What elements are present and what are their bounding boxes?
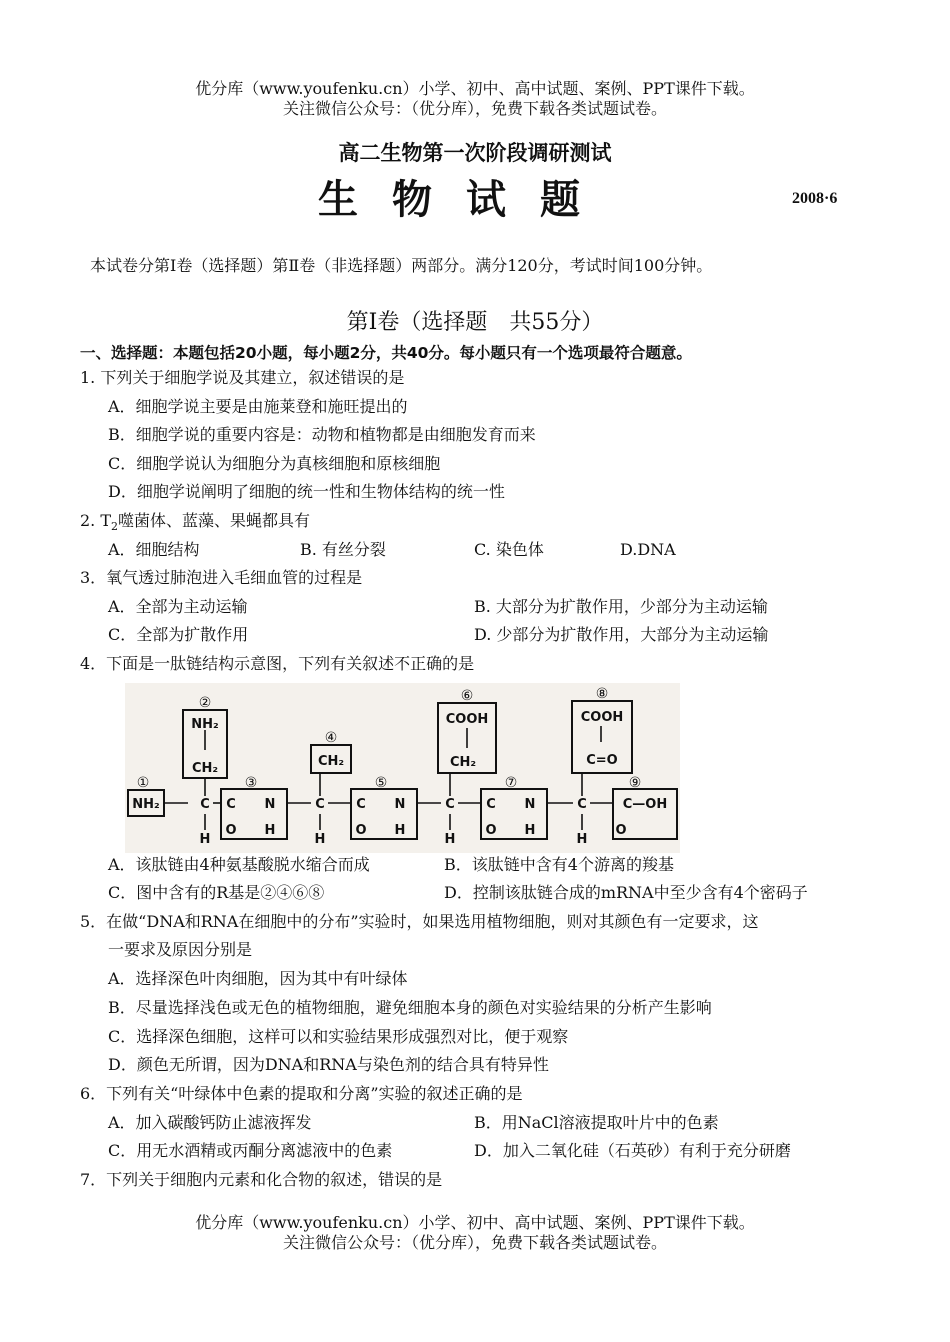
carboxyl-o: O [615,823,627,838]
label-9: ⑨ [628,775,642,791]
question-4-option-c: C．图中含有的R基是②④⑥⑧ [108,883,325,902]
question-5-option-a: A．选择深色叶肉细胞，因为其中有叶绿体 [108,969,408,988]
footer-line-1: 优分库（www.youfenku.cn）小学、初中、高中试题、案例、PPT课件下载。 [195,1213,755,1232]
amide-h-1: H [264,823,276,838]
cooh-r6: COOH [445,712,489,727]
alpha-h-4: H [576,832,588,847]
subject-title: 生物试题 [318,177,614,223]
question-6-option-b: B．用NaCl溶液提取叶片中的色素 [474,1113,719,1132]
alpha-carbon-1: C [200,797,210,812]
carbonyl-c-2: C [356,797,366,812]
label-6: ⑥ [460,688,474,704]
exam-intro: 本试卷分第Ⅰ卷（选择题）第Ⅱ卷（非选择题）两部分。满分120分，考试时间100分钟。 [90,256,713,275]
label-4: ④ [324,730,338,746]
question-5-option-b: B．尽量选择浅色或无色的植物细胞，避免细胞本身的颜色对实验结果的分析产生影响 [108,998,712,1017]
alpha-carbon-3: C [445,797,455,812]
alpha-carbon-2: C [315,797,325,812]
ch2-r2: CH₂ [191,761,219,776]
question-4-option-d: D．控制该肽链合成的mRNA中至少含有4个密码子 [444,883,808,902]
carboxyl-terminal: C—OH [622,797,668,812]
carbonyl-c-1: C [226,797,236,812]
amide-h-3: H [524,823,536,838]
label-5: ⑤ [374,775,388,791]
c-double-o-r8: C=O [586,753,618,768]
question-2-option-a: A．细胞结构 [108,540,200,559]
alpha-h-1: H [199,832,211,847]
question-3-option-a: A．全部为主动运输 [108,597,248,616]
question-2-stem: 2. $T_2$噬菌体、蓝藻、果蝇都具有 [80,511,311,534]
question-2-option-b: B. 有丝分裂 [300,540,386,559]
carbonyl-o-2: O [355,823,367,838]
label-8: ⑧ [595,686,609,702]
question-1-stem: 1. 下列关于细胞学说及其建立，叙述错误的是 [80,368,405,387]
amide-n-3: N [524,797,536,812]
question-2-option-c: C. 染色体 [474,540,544,559]
question-6-option-a: A．加入碳酸钙防止滤液挥发 [108,1113,312,1132]
question-5-option-c: C．选择深色细胞，这样可以和实验结果形成强烈对比，便于观察 [108,1027,569,1046]
alpha-h-3: H [444,832,456,847]
question-5-stem-line-2: 一要求及原因分别是 [108,940,253,959]
question-5-option-d: D．颜色无所谓，因为DNA和RNA与染色剂的结合具有特异性 [108,1055,549,1074]
question-6-option-d: D．加入二氧化硅（石英砂）有利于充分研磨 [474,1141,791,1160]
question-4-stem: 4．下面是一肽链结构示意图，下列有关叙述不正确的是 [80,654,475,673]
amide-n-1: N [264,797,276,812]
part-one-heading: 第Ⅰ卷（选择题 共55分） [346,310,604,335]
question-3-option-d: D. 少部分为扩散作用，大部分为主动运输 [474,625,769,644]
nh2-r2: NH₂ [191,717,219,732]
alpha-carbon-4: C [577,797,587,812]
header-line-1: 优分库（www.youfenku.cn）小学、初中、高中试题、案例、PPT课件下载。 [195,79,755,98]
question-5-stem-line-1: 5．在做“DNA和RNA在细胞中的分布”实验时，如果选用植物细胞，则对其颜色有一定要求，这 [80,912,759,931]
carbonyl-o-1: O [225,823,237,838]
question-1-option-a: A．细胞学说主要是由施莱登和施旺提出的 [108,397,408,416]
header-line-2: 关注微信公众号：（优分库），免费下载各类试题试卷。 [282,99,667,118]
label-7: ⑦ [504,775,518,791]
question-3-option-b: B. 大部分为扩散作用，少部分为主动运输 [474,597,768,616]
exam-title: 高二生物第一次阶段调研测试 [338,141,612,165]
question-4-option-a: A．该肽链由4种氨基酸脱水缩合而成 [108,855,370,874]
label-1: ① [136,775,150,791]
question-4-option-b: B．该肽链中含有4个游离的羧基 [444,855,674,874]
label-3: ③ [244,775,258,791]
exam-date: 2008·6 [792,190,838,207]
ch2-r6: CH₂ [449,755,477,770]
question-3-option-c: C．全部为扩散作用 [108,625,249,644]
section-one-heading: 一、选择题：本题包括20小题，每小题2分，共40分。每小题只有一个选项最符合题意。 [80,344,692,362]
peptide-chain-diagram [125,683,680,853]
question-3-stem: 3．氧气透过肺泡进入毛细血管的过程是 [80,568,363,587]
amide-n-2: N [394,797,406,812]
label-2: ② [198,695,212,711]
question-6-stem: 6．下列有关“叶绿体中色素的提取和分离”实验的叙述正确的是 [80,1084,523,1103]
ch2-r4: CH₂ [317,754,345,769]
carbonyl-o-3: O [485,823,497,838]
question-1-option-b: B．细胞学说的重要内容是：动物和植物都是由细胞发育而来 [108,425,536,444]
alpha-h-2: H [314,832,326,847]
question-6-option-c: C．用无水酒精或丙酮分离滤液中的色素 [108,1141,393,1160]
question-1-option-d: D．细胞学说阐明了细胞的统一性和生物体结构的统一性 [108,482,505,501]
cooh-r8: COOH [580,710,624,725]
question-2-option-d: D.DNA [620,540,676,559]
nh2-terminal: NH₂ [132,797,160,812]
footer-line-2: 关注微信公众号：（优分库），免费下载各类试题试卷。 [282,1233,667,1252]
question-1-option-c: C．细胞学说认为细胞分为真核细胞和原核细胞 [108,454,441,473]
question-7-stem: 7．下列关于细胞内元素和化合物的叙述，错误的是 [80,1170,443,1189]
carbonyl-c-3: C [486,797,496,812]
amide-h-2: H [394,823,406,838]
